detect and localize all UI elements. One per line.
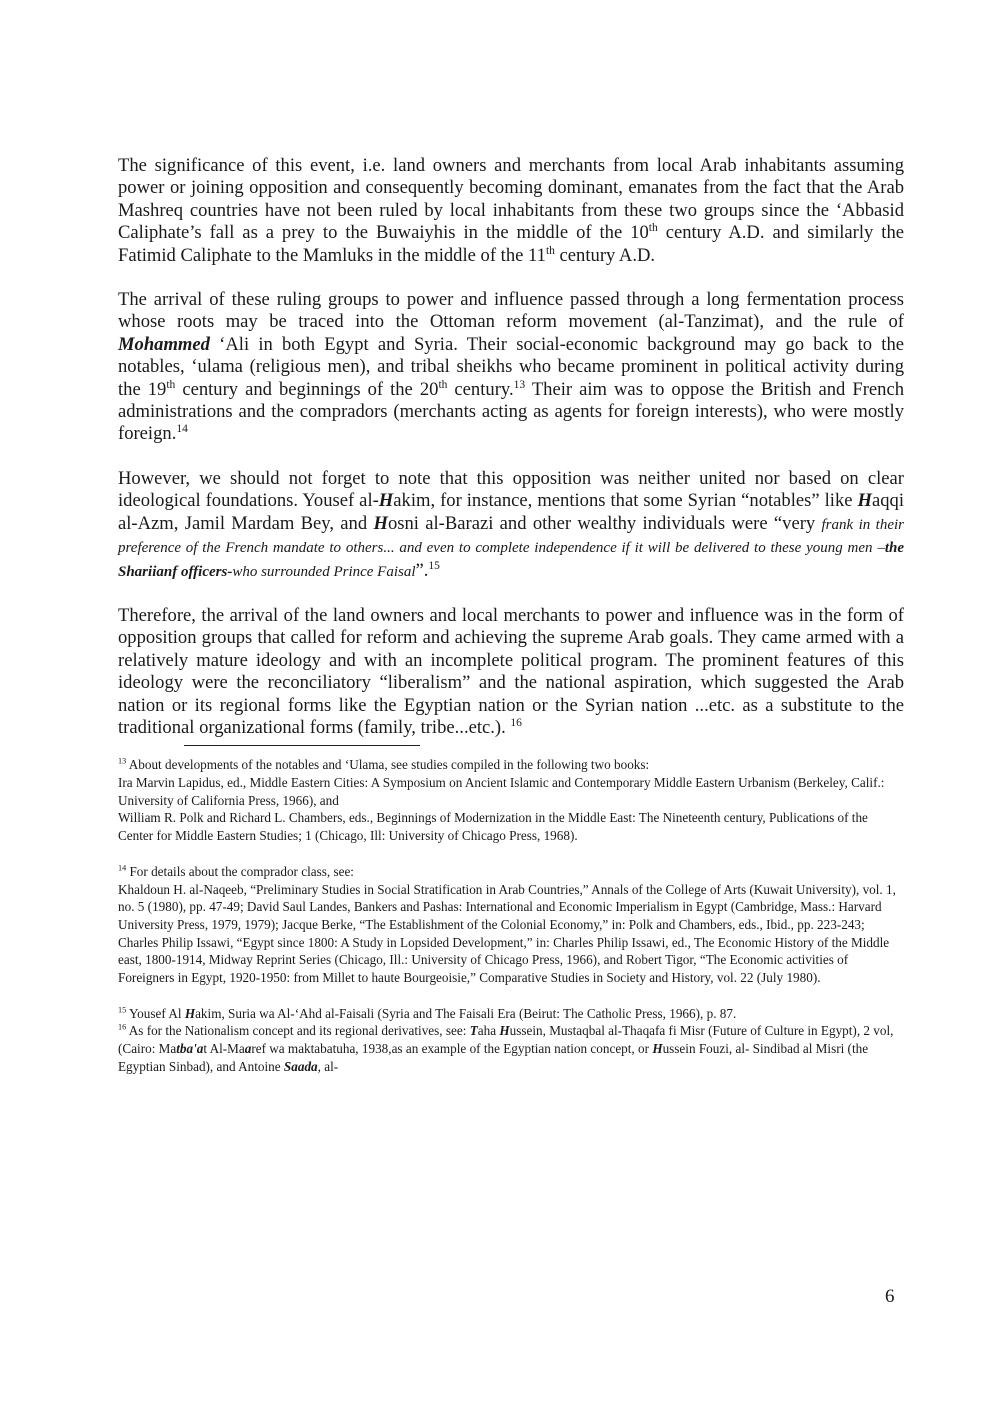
superscript: th — [438, 378, 448, 391]
footnote-16 — [118, 1022, 904, 1075]
text: century. — [447, 378, 514, 400]
paragraph-1 — [118, 155, 904, 267]
page-number: 6 — [885, 1286, 895, 1307]
footnote-15 — [118, 1005, 904, 1023]
text: Their aim was to oppose the British and French administrations and the compradors (merchants acting as agents for foreign interests), who were mostly foreign. — [118, 378, 904, 445]
footnote-number: 16 — [118, 1023, 127, 1033]
emphasized-name: Saada — [283, 1058, 318, 1074]
text: About developments of the notables and ‘Ulama, see studies compiled in the following two books: — [126, 757, 650, 773]
emphasized-letter: H — [184, 1005, 196, 1021]
text: ref wa maktabatuha, 1938,as an example of the Egyptian nation concept, or — [251, 1041, 653, 1057]
quotation: frank in their preference of the French mandate to others... and even to complete independence if it will be delivered to these young men – — [118, 516, 904, 557]
text: akim, Suria wa Al-‘Ahd al-Faisali (Syria and The Faisali Era (Beirut: The Catholic Press, 1966), p. 87. — [195, 1005, 737, 1021]
footnote-line: Ira Marvin Lapidus, ed., Middle Eastern Cities: A Symposium on Ancient Islamic and Contemporary Middle Eastern Urbanism (Berkeley, Calif.: University of California Press, 1966), and — [118, 775, 885, 808]
text: akim, for instance, mentions that some Syrian “notables” like — [393, 490, 858, 512]
text: century A.D. and similarly the Fatimid Caliphate to the Mamluks in the middle of the 11 — [118, 222, 904, 266]
emphasized-letter: H — [857, 490, 872, 512]
footnote-ref-13: 13 — [513, 378, 526, 391]
footnote-13 — [118, 756, 904, 845]
footnote-ref-16: 16 — [510, 716, 522, 729]
emphasized-name: Mohammed — [118, 333, 210, 355]
text: ‘Ali in both Egypt and Syria. Their social-economic background may go back to the notables, ‘ulama (religious men), and tribal sheikhs who became prominent in political activity during the 19 — [118, 333, 904, 400]
text: Therefore, the arrival of the land owners and local merchants to power and influence was in the form of opposition groups that called for reform and achieving the supreme Arab goals. They came armed with a relatively mature ideology and with an incomplete political program. The prominent features of this ideology were the reconciliatory “liberalism” and the national aspiration, which suggested the Arab nation or its regional forms like the Egyptian nation or the Syrian nation ...etc. as a substitute to the traditional organizational forms (family, tribe...etc.). — [118, 604, 904, 738]
text: aqqi al-Azm, Jamil Mardam Bey, and — [118, 490, 904, 534]
text: t Al-Ma — [203, 1041, 245, 1057]
footnote-line: Khaldoun H. al-Naqeeb, “Preliminary Studies in Social Stratification in Arab Countries,” Annals of the College of Arts (Kuwait University), vol. 1, no. 5 (1980), pp. 47-49; David Saul Landes, Bankers and Pashas: International and Economic Imperialism in Egypt (Cambridge, Mass.: Harvard University Press, 1979, 1979); Jacque Berke, “The Establishment of the Colonial Economy,” in: Polk and Chambers, eds., Ibid., pp. 223-243; Charles Philip Issawi, “Egypt since 1800: A Study in Lopsided Development,” in: Charles Philip Issawi, ed., The Economic History of the Middle east, 1800-1914, Midway Reprint Series (Chicago, Ill.: University of Chicago Press, 1966), and Robert Tigor, “The Economic activities of Foreigners in Egypt, 1920-1950: from Millet to haute Bourgeoisie,” Comparative Studies in Society and History, vol. 22 (July 1980). — [118, 881, 896, 986]
emphasized-letter: H — [499, 1023, 510, 1039]
quotation: who surrounded Prince Faisal — [232, 563, 416, 580]
text: However, we should not forget to note that this opposition was neither united nor based on clear ideological foundations. Yousef al- — [118, 467, 904, 512]
emphasized-letter: H — [652, 1041, 663, 1057]
footnote-14 — [118, 863, 904, 987]
paragraph-3 — [118, 468, 904, 583]
emphasized-letter: H — [378, 490, 394, 512]
paragraph-4 — [118, 605, 904, 739]
emphasized-text: tba'a — [176, 1041, 204, 1057]
text: For details about the comprador class, see: — [126, 863, 354, 879]
text: osni al-Barazi and other wealthy individuals were “very — [387, 512, 822, 534]
footnote-line — [118, 1022, 904, 1075]
emphasized-letter: T — [469, 1023, 478, 1039]
quotation-emphasis: the Shariianf officers- — [118, 540, 904, 580]
text: ussein, Mustaqbal al-Thaqafa fi Misr (Future of Culture in Egypt), 2 vol, (Cairo: Ma — [118, 1023, 894, 1057]
footnote-line — [118, 863, 904, 881]
footnote-line — [118, 756, 904, 774]
paragraph-2 — [118, 289, 904, 446]
text: ”. — [415, 559, 429, 581]
footnote-number: 15 — [118, 1005, 127, 1015]
text: The significance of this event, i.e. land owners and merchants from local Arab inhabitants assuming power or joining opposition and consequently becoming dominant, emanates from the fact that the Arab Mashreq countries have not been ruled by local inhabitants from these two groups since the ‘Abbasid Caliphate’s fall as a prey to the Buwaiyhis in the middle of the 10 — [118, 155, 904, 244]
emphasized-letter: a — [244, 1041, 252, 1057]
footnote-separator — [184, 745, 420, 746]
text: century and beginnings of the 20 — [175, 378, 439, 400]
text: As for the Nationalism concept and its regional derivatives, see: — [126, 1023, 470, 1039]
footnote-ref-14: 14 — [176, 423, 188, 436]
text: aha — [477, 1023, 500, 1039]
text: , al- — [317, 1058, 339, 1074]
footnote-line — [118, 1005, 904, 1023]
footnote-number: 14 — [118, 863, 127, 873]
superscript: th — [166, 378, 176, 391]
text: Yousef Al — [126, 1005, 185, 1021]
footnote-line: William R. Polk and Richard L. Chambers, eds., Beginnings of Modernization in the Middle East: The Nineteenth century, Publications of the Center for Middle Eastern Studies; 1 (Chicago, Ill: University of Chicago Press, 1968). — [118, 810, 868, 844]
text: century A.D. — [554, 244, 656, 266]
footnote-ref-15: 15 — [428, 559, 440, 572]
footnote-number: 13 — [118, 756, 127, 766]
text: The arrival of these ruling groups to power and influence passed through a long fermentation process whose roots may be traced into the Ottoman reform movement (al-Tanzimat), and the rule of — [118, 289, 904, 333]
emphasized-letter: H — [373, 512, 388, 534]
superscript: th — [545, 244, 555, 257]
text: ussein Fouzi, al- Sindibad al Misri (the Egyptian Sinbad), and Antoine — [118, 1041, 869, 1074]
page-body — [118, 155, 904, 1094]
superscript: th — [648, 222, 658, 235]
